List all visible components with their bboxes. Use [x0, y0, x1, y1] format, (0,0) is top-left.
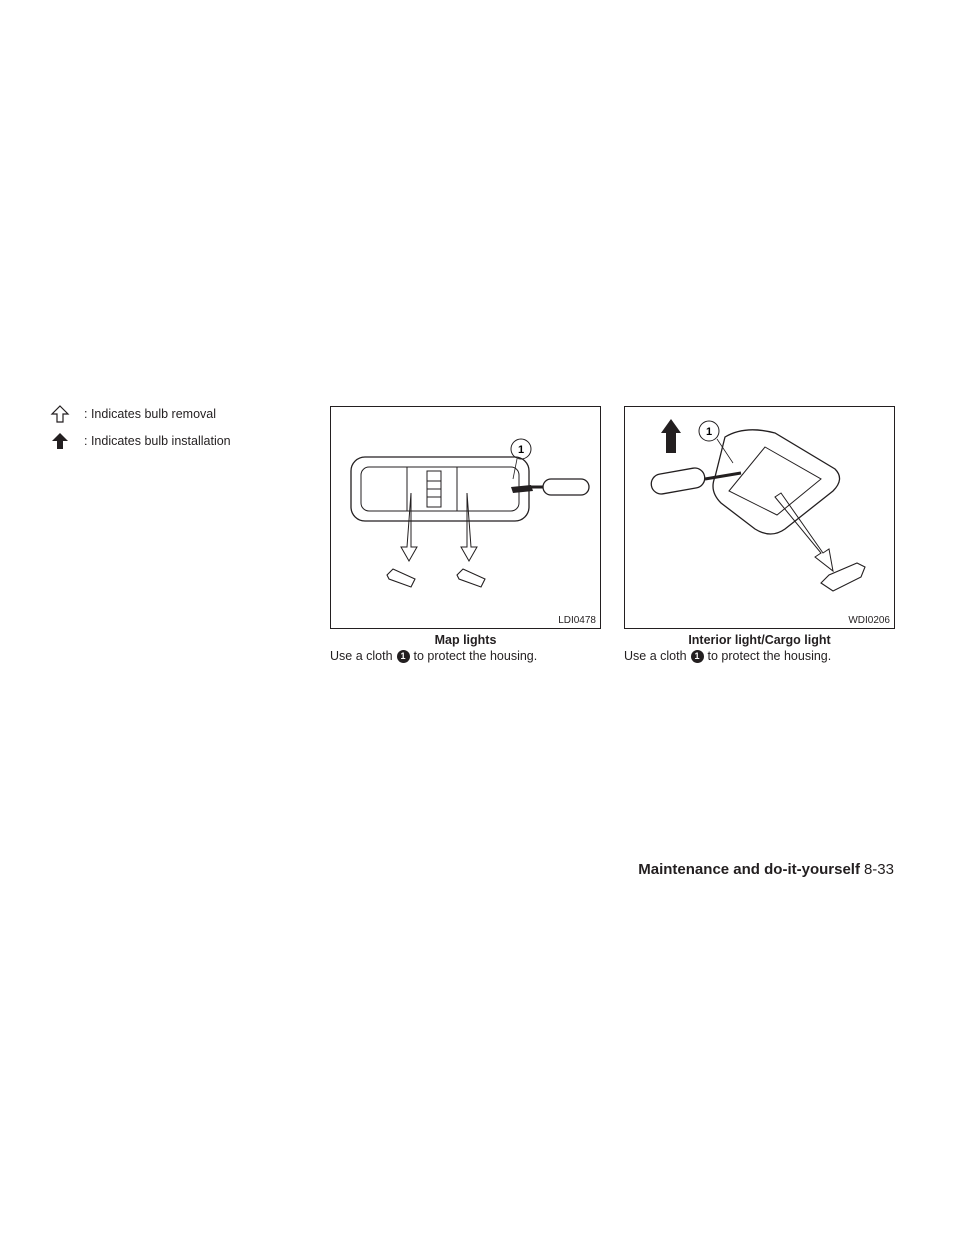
outline-arrow-up-icon [48, 404, 72, 424]
figure-code: LDI0478 [558, 615, 596, 626]
map-lights-instruction [330, 649, 537, 663]
legend-installation-text: : Indicates bulb installation [84, 434, 231, 448]
map-lights-figure [330, 406, 601, 629]
legend-removal [48, 404, 216, 424]
legend-installation [48, 431, 231, 451]
map-lights-caption: Map lights [434, 633, 497, 647]
page-footer [638, 861, 894, 878]
figure-code: WDI0206 [848, 615, 890, 626]
instruction-after: to protect the housing. [707, 649, 832, 663]
map-lights-illustration [331, 407, 602, 630]
filled-arrow-up-icon [48, 431, 72, 451]
instruction-before: Use a cloth [330, 649, 393, 663]
footer-section-title: Maintenance and do-it-yourself [638, 861, 860, 878]
interior-light-figure [624, 406, 895, 629]
instruction-after: to protect the housing. [413, 649, 538, 663]
map-lights-callout: 1 [517, 444, 525, 456]
legend-removal-text: : Indicates bulb removal [84, 407, 217, 421]
interior-light-instruction [624, 649, 831, 663]
interior-light-illustration [625, 407, 896, 630]
instruction-before: Use a cloth [624, 649, 687, 663]
interior-light-caption: Interior light/Cargo light [688, 633, 831, 647]
interior-light-callout: 1 [705, 426, 713, 438]
callout-number-badge: 1 [397, 650, 410, 663]
callout-number-badge: 1 [691, 650, 704, 663]
page-number: 8-33 [863, 861, 894, 878]
